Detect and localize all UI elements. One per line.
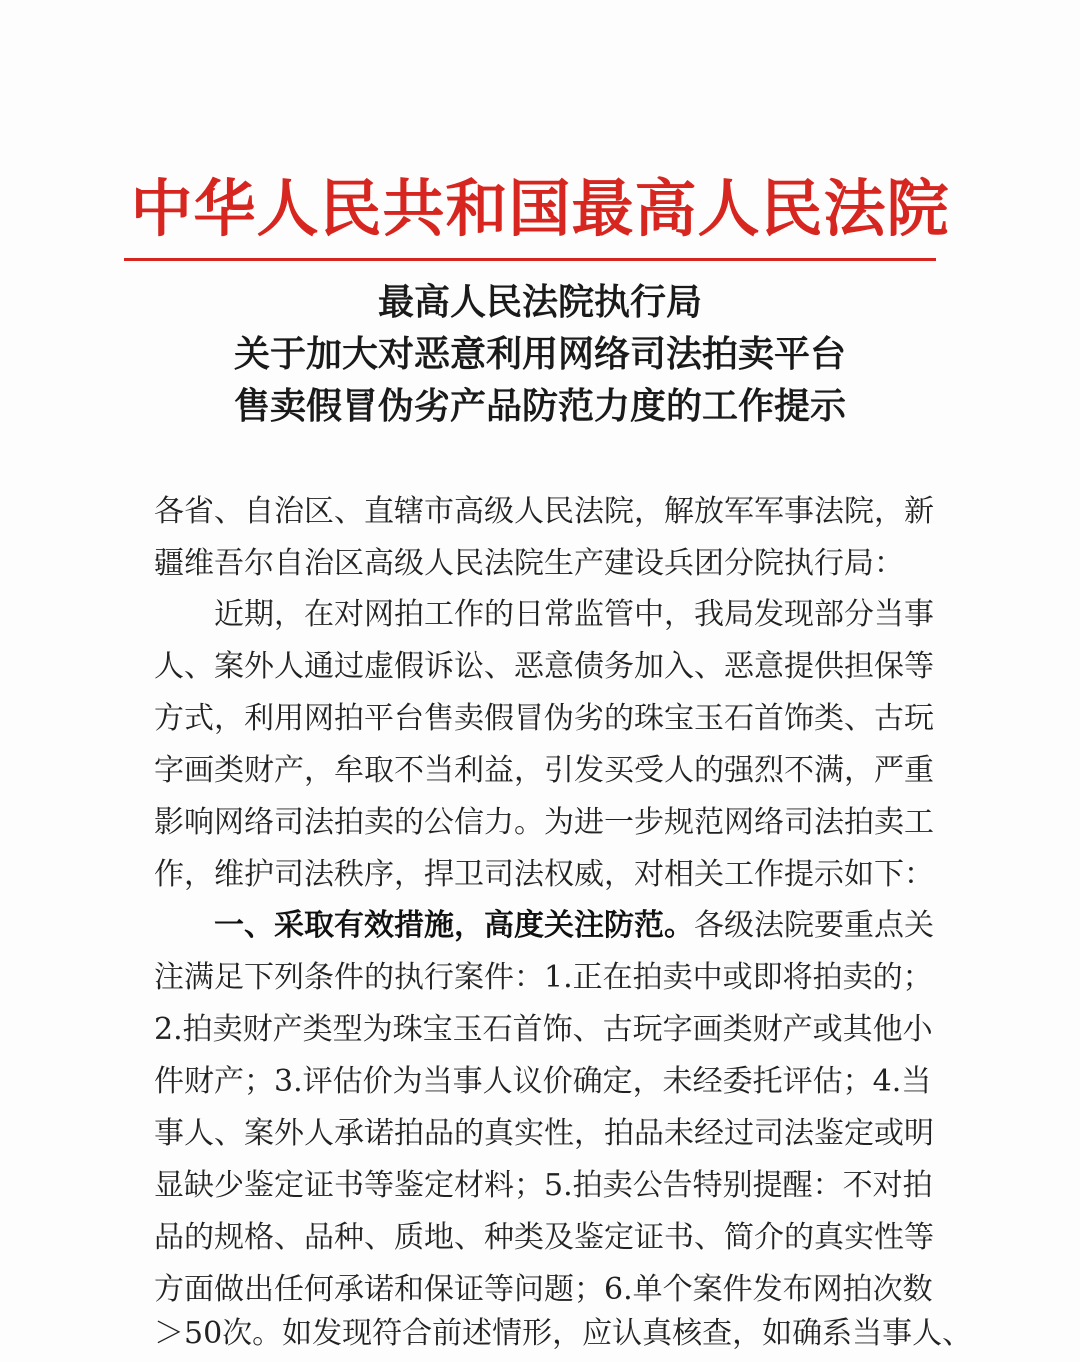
paragraph-2-line-8: ＞50次。如发现符合前述情形，应认真核查，如确系当事人、 xyxy=(154,1316,973,1351)
paragraph-1-line-2: 人、案外人通过虚假诉讼、恶意债务加入、恶意提供担保等 xyxy=(154,649,934,684)
document-title-line-1: 最高人民法院执行局 xyxy=(377,281,702,323)
paragraph-2-line-2: 2.拍卖财产类型为珠宝玉石首饰、古玩字画类财产或其他小 xyxy=(154,1012,933,1047)
paragraph-2-line-6: 品的规格、品种、质地、种类及鉴定证书、简介的真实性等 xyxy=(154,1220,934,1255)
paragraph-2-line-5: 显缺少鉴定证书等鉴定材料；5.拍卖公告特别提醒：不对拍 xyxy=(154,1168,933,1203)
paragraph-2-line-3: 件财产；3.评估价为当事人议价确定，未经委托评估；4.当 xyxy=(154,1064,932,1099)
paragraph-1-line-5: 影响网络司法拍卖的公信力。为进一步规范网络司法拍卖工 xyxy=(154,805,934,840)
section-1-heading: 一、采取有效措施，高度关注防范。 xyxy=(154,908,694,943)
paragraph-2-line-7: 方面做出任何承诺和保证等问题；6.单个案件发布网拍次数 xyxy=(154,1272,933,1307)
addressee-line-2: 疆维吾尔自治区高级人民法院生产建设兵团分院执行局： xyxy=(154,546,904,581)
paragraph-1-line-4: 字画类财产，牟取不当利益，引发买受人的强烈不满，严重 xyxy=(154,753,934,788)
addressee-line-1: 各省、自治区、直辖市高级人民法院，解放军军事法院，新 xyxy=(154,494,934,529)
document-title-line-3: 售卖假冒伪劣产品防范力度的工作提示 xyxy=(233,385,846,427)
masthead-title: 中华人民共和国最高人民法院 xyxy=(130,172,950,245)
red-divider-line xyxy=(124,258,936,261)
paragraph-2-line-1: 注满足下列条件的执行案件：1.正在拍卖中或即将拍卖的； xyxy=(154,960,933,995)
section-1-first-line xyxy=(154,900,934,952)
paragraph-1-line-6: 作，维护司法秩序，捍卫司法权威，对相关工作提示如下： xyxy=(154,857,934,892)
paragraph-1-line-3: 方式，利用网拍平台售卖假冒伪劣的珠宝玉石首饰类、古玩 xyxy=(154,701,934,736)
paragraph-2-line-4: 事人、案外人承诺拍品的真实性，拍品未经过司法鉴定或明 xyxy=(154,1116,934,1151)
paragraph-1-line-1: 近期，在对网拍工作的日常监管中，我局发现部分当事 xyxy=(154,597,934,632)
document-title-line-2: 关于加大对恶意利用网络司法拍卖平台 xyxy=(233,333,846,375)
section-1-heading-tail: 各级法院要重点关 xyxy=(694,908,934,943)
